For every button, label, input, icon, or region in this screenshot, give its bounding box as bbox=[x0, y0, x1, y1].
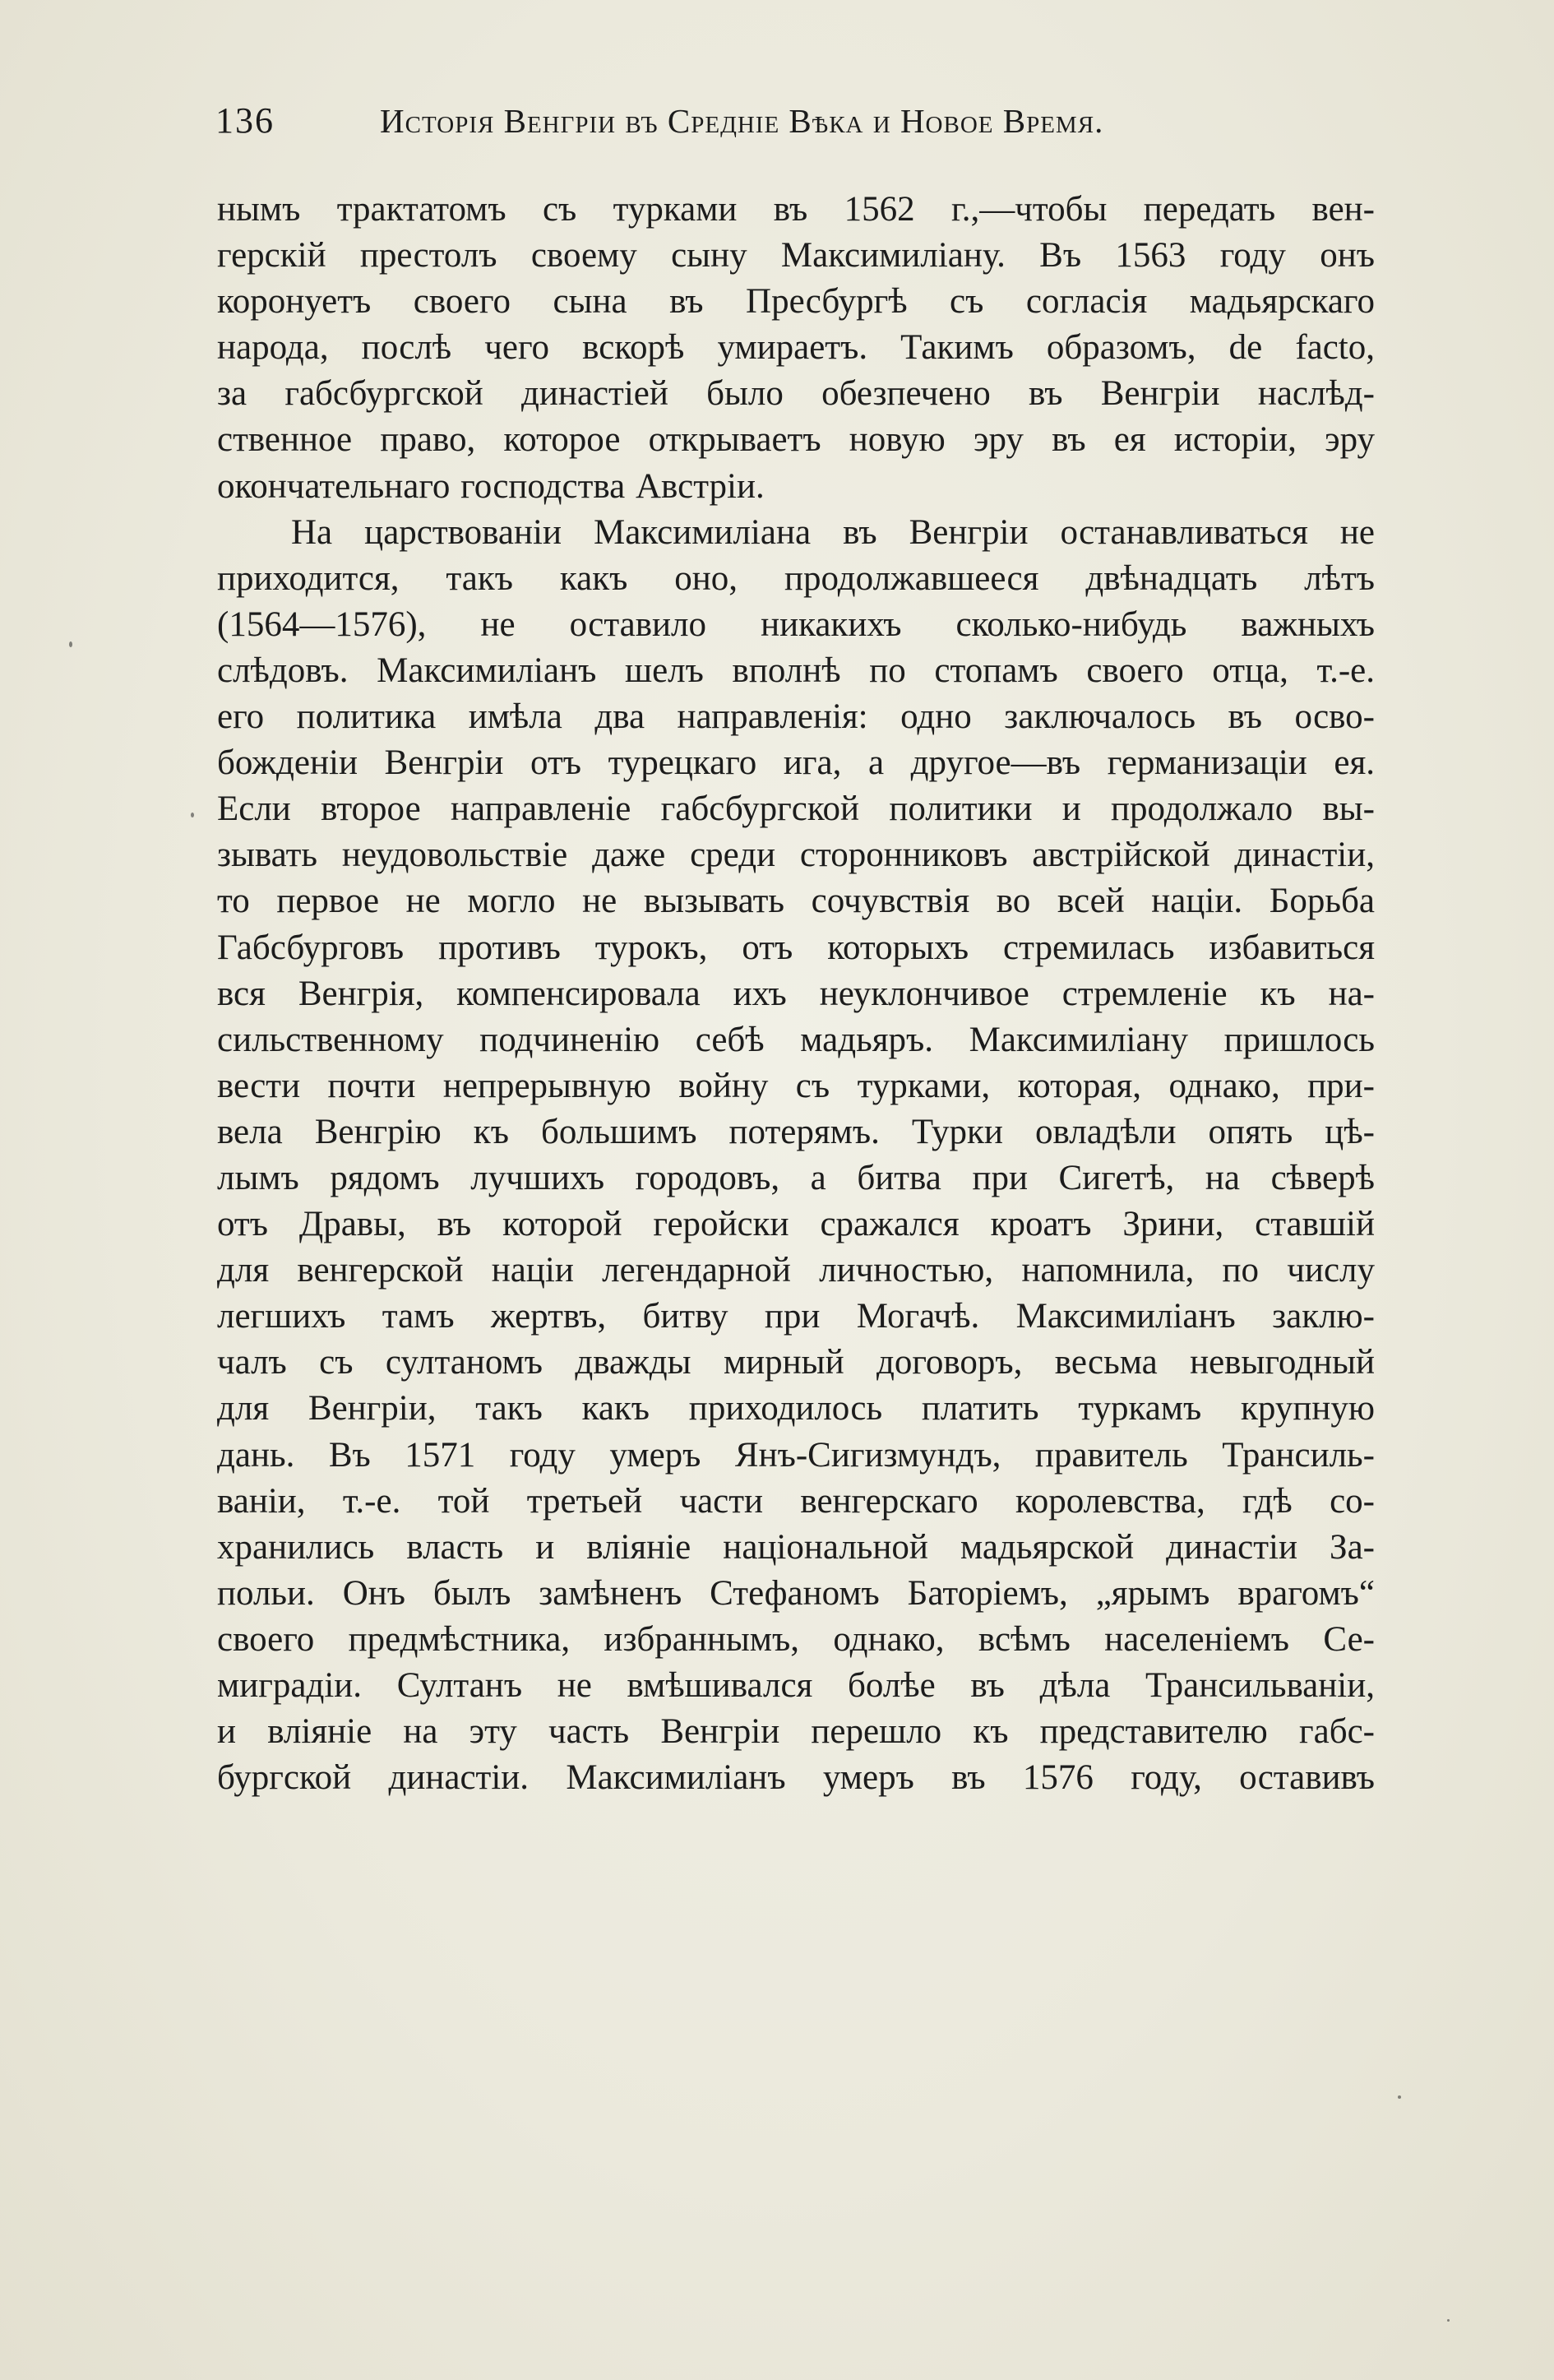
text-line: за габсбургской династіей было обезпечено въ Венгріи наслѣд- bbox=[217, 374, 1375, 414]
text-line: слѣдовъ. Максимиліанъ шелъ вполнѣ по стопамъ своего отца, т.-е. bbox=[217, 651, 1375, 690]
text-line: миградіи. Султанъ не вмѣшивался болѣе въ дѣла Трансильваніи, bbox=[217, 1666, 1375, 1705]
text-line: сильственному подчиненію себѣ мадьяръ. Максимиліану пришлось bbox=[217, 1020, 1375, 1059]
text-line: ственное право, которое открываетъ новую эру въ ея исторіи, эру bbox=[217, 420, 1375, 460]
text-line: (1564—1576), не оставило никакихъ сколько-нибудь важныхъ bbox=[217, 604, 1375, 644]
text-line: божденіи Венгріи отъ турецкаго ига, а другое—въ германизаціи ея. bbox=[217, 743, 1375, 783]
paper-speck bbox=[69, 641, 72, 647]
text-line: и вліяніе на эту часть Венгріи перешло къ представителю габс- bbox=[217, 1712, 1375, 1752]
text-line: для Венгріи, такъ какъ приходилось платить туркамъ крупную bbox=[217, 1389, 1375, 1428]
text-line: окончательнаго господства Австріи. bbox=[217, 466, 765, 506]
text-line: народа, послѣ чего вскорѣ умираетъ. Такимъ образомъ, de facto, bbox=[217, 328, 1375, 368]
text-line: его политика имѣла два направленія: одно заключалось въ осво- bbox=[217, 697, 1375, 737]
text-line: бургской династіи. Максимиліанъ умеръ въ 1576 году, оставивъ bbox=[217, 1758, 1375, 1798]
running-title: Исторія Венгріи въ Средніе Вѣка и Новое Время. bbox=[380, 102, 1104, 140]
body-text bbox=[217, 187, 1375, 1801]
text-line: отъ Дравы, въ которой геройски сражался кроатъ Зрини, ставшій bbox=[217, 1205, 1375, 1244]
page-number: 136 bbox=[215, 100, 275, 141]
text-line: чалъ съ султаномъ дважды мирный договоръ, весьма невыгодный bbox=[217, 1343, 1375, 1382]
text-line: ваніи, т.-е. той третьей части венгерскаго королевства, гдѣ со- bbox=[217, 1481, 1375, 1521]
text-line: нымъ трактатомъ съ турками въ 1562 г.,—чтобы передать вен- bbox=[217, 190, 1375, 229]
text-line: Если второе направленіе габсбургской политики и продолжало вы- bbox=[217, 789, 1375, 829]
paper-speck bbox=[1447, 2319, 1450, 2322]
paragraph-start-line: На царствованіи Максимиліана въ Венгріи останавливаться не bbox=[291, 512, 1375, 552]
text-line: вся Венгрія, компенсировала ихъ неуклончивое стремленіе къ на- bbox=[217, 974, 1375, 1013]
text-line: легшихъ тамъ жертвъ, битву при Могачѣ. Максимиліанъ заклю- bbox=[217, 1297, 1375, 1336]
text-line: герскій престолъ своему сыну Максимиліану. Въ 1563 году онъ bbox=[217, 236, 1375, 276]
text-line: вести почти непрерывную войну съ турками, которая, однако, при- bbox=[217, 1066, 1375, 1105]
text-line: хранились власть и вліяніе національной мадьярской династіи За- bbox=[217, 1527, 1375, 1567]
text-line: дань. Въ 1571 году умеръ Янъ-Сигизмундъ, правитель Трансиль- bbox=[217, 1435, 1375, 1475]
text-line: коронуетъ своего сына въ Пресбургѣ съ согласія мадьярскаго bbox=[217, 282, 1375, 322]
text-line: зывать неудовольствіе даже среди сторонниковъ австрійской династіи, bbox=[217, 836, 1375, 875]
text-line: Габсбурговъ противъ турокъ, отъ которыхъ стремилась избавиться bbox=[217, 928, 1375, 967]
page-header bbox=[215, 92, 1383, 150]
text-line: польи. Онъ былъ замѣненъ Стефаномъ Баторіемъ, „ярымъ врагомъ“ bbox=[217, 1573, 1375, 1613]
text-line: лымъ рядомъ лучшихъ городовъ, а битва при Сигетѣ, на сѣверѣ bbox=[217, 1158, 1375, 1197]
text-line: вела Венгрію къ большимъ потерямъ. Турки овладѣли опять цѣ- bbox=[217, 1112, 1375, 1151]
text-line: приходится, такъ какъ оно, продолжавшееся двѣнадцать лѣтъ bbox=[217, 558, 1375, 598]
text-line: для венгерской націи легендарной личностью, напомнила, по числу bbox=[217, 1251, 1375, 1290]
paper-speck bbox=[191, 813, 194, 817]
text-line: то первое не могло не вызывать сочувствія во всей націи. Борьба bbox=[217, 882, 1375, 921]
paper-speck bbox=[1398, 2095, 1401, 2099]
text-line: своего предмѣстника, избраннымъ, однако, всѣмъ населеніемъ Се- bbox=[217, 1619, 1375, 1659]
